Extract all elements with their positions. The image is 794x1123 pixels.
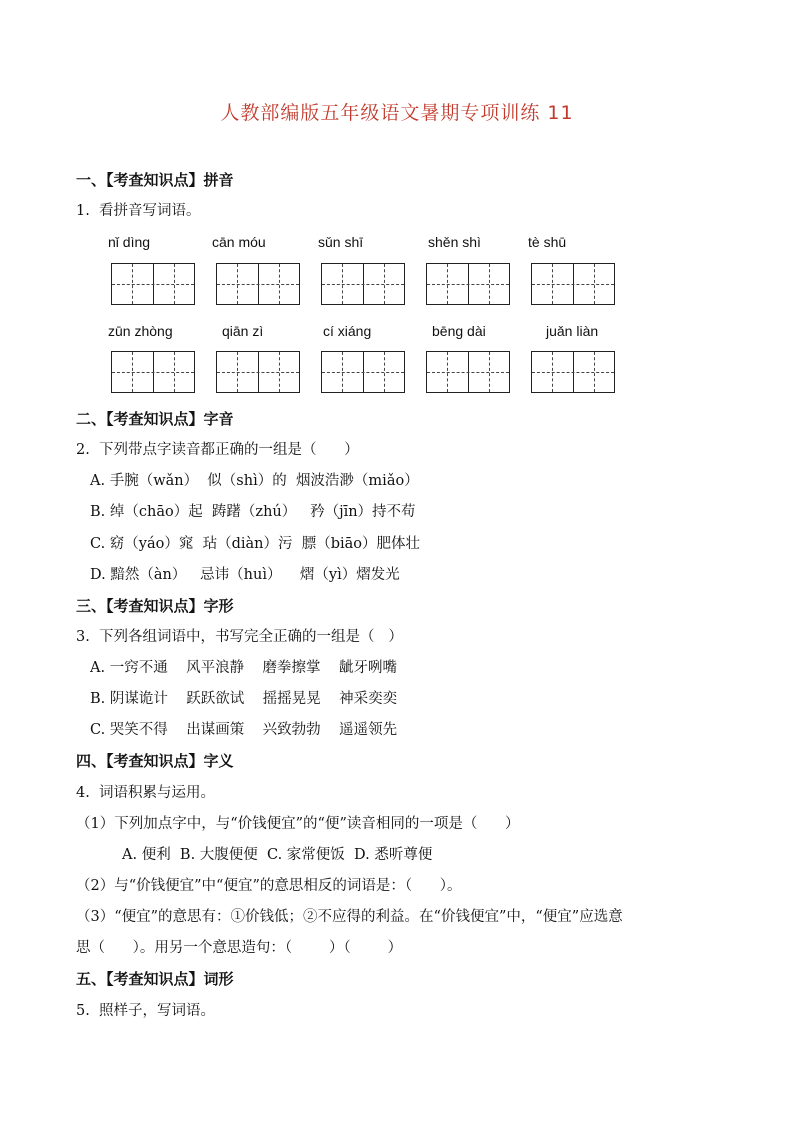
pinyin-label: bēng dài: [432, 323, 486, 339]
option-c: C. 窈（yáo）窕 玷（diàn）污 膘（biāo）肥体壮: [90, 536, 420, 552]
option-b: B. 绰（chāo）起 踌躇（zhú） 矜（jīn）持不苟: [90, 504, 416, 520]
tianzige-box[interactable]: [426, 351, 510, 393]
question-4-sub-1: （1）下列加点字中，与“价钱便宜”的“便”读音相同的一项是（ ）: [76, 816, 520, 832]
page-title: 人教部编版五年级语文暑期专项训练 11: [220, 102, 574, 124]
section-5-heading: 五、【考查知识点】词形: [76, 970, 234, 988]
pinyin-label: shěn shì: [428, 234, 481, 250]
question-4-sub-2: （2）与“价钱便宜”中“便宜”的意思相反的词语是：（ ）。: [76, 878, 462, 894]
section-4-heading: 四、【考查知识点】字义: [76, 752, 234, 770]
pinyin-label: tè shū: [528, 234, 567, 250]
option-a: A. 手腕（wǎn） 似（shì）的 烟波浩渺（miǎo）: [90, 473, 419, 489]
section-3-heading: 三、【考查知识点】字形: [76, 597, 234, 615]
option-c: C. 哭笑不得 出谋画策 兴致勃勃 遥遥领先: [90, 722, 398, 738]
question-1: 1. 看拼音写词语。: [76, 203, 201, 219]
tianzige-box[interactable]: [111, 263, 195, 305]
question-2: 2. 下列带点字读音都正确的一组是（ ）: [76, 442, 359, 458]
option-d: D. 黯然（àn） 忌讳（huì） 熠（yì）熠发光: [90, 567, 400, 583]
question-5: 5. 照样子，写词语。: [76, 1003, 216, 1019]
pinyin-label: qiān zì: [222, 323, 264, 339]
section-2-heading: 二、【考查知识点】字音: [76, 410, 234, 428]
question-4-sub-3-line-1: （3）“便宜”的意思有：①价钱低；②不应得的利益。在“价钱便宜”中，“便宜”应选意: [76, 909, 623, 925]
pinyin-label: nǐ dìng: [108, 234, 151, 250]
tianzige-box[interactable]: [111, 351, 195, 393]
question-4-sub-3-line-2: 思（ ）。用另一个意思造句：（ ）（ ）: [76, 940, 403, 956]
section-1-heading: 一、【考查知识点】拼音: [76, 171, 234, 189]
pinyin-label: sǔn shī: [318, 234, 364, 250]
pinyin-label: cí xiáng: [323, 323, 372, 339]
pinyin-label: zūn zhòng: [108, 323, 173, 339]
tianzige-box[interactable]: [531, 351, 615, 393]
tianzige-box[interactable]: [321, 263, 405, 305]
tianzige-box[interactable]: [216, 263, 300, 305]
option-a: A. 一窍不通 风平浪静 磨拳擦掌 龇牙咧嘴: [90, 660, 397, 676]
tianzige-box[interactable]: [426, 263, 510, 305]
pinyin-label: juǎn liàn: [546, 323, 599, 339]
pinyin-label: cān móu: [212, 234, 266, 250]
tianzige-box[interactable]: [531, 263, 615, 305]
question-3: 3. 下列各组词语中，书写完全正确的一组是（ ）: [76, 629, 403, 645]
question-4: 4. 词语积累与运用。: [76, 785, 216, 801]
question-4-sub-1-options: A. 便利 B. 大腹便便 C. 家常便饭 D. 悉听尊便: [122, 847, 433, 863]
tianzige-box[interactable]: [321, 351, 405, 393]
option-b: B. 阴谋诡计 跃跃欲试 摇摇晃晃 神采奕奕: [90, 691, 398, 707]
tianzige-box[interactable]: [216, 351, 300, 393]
